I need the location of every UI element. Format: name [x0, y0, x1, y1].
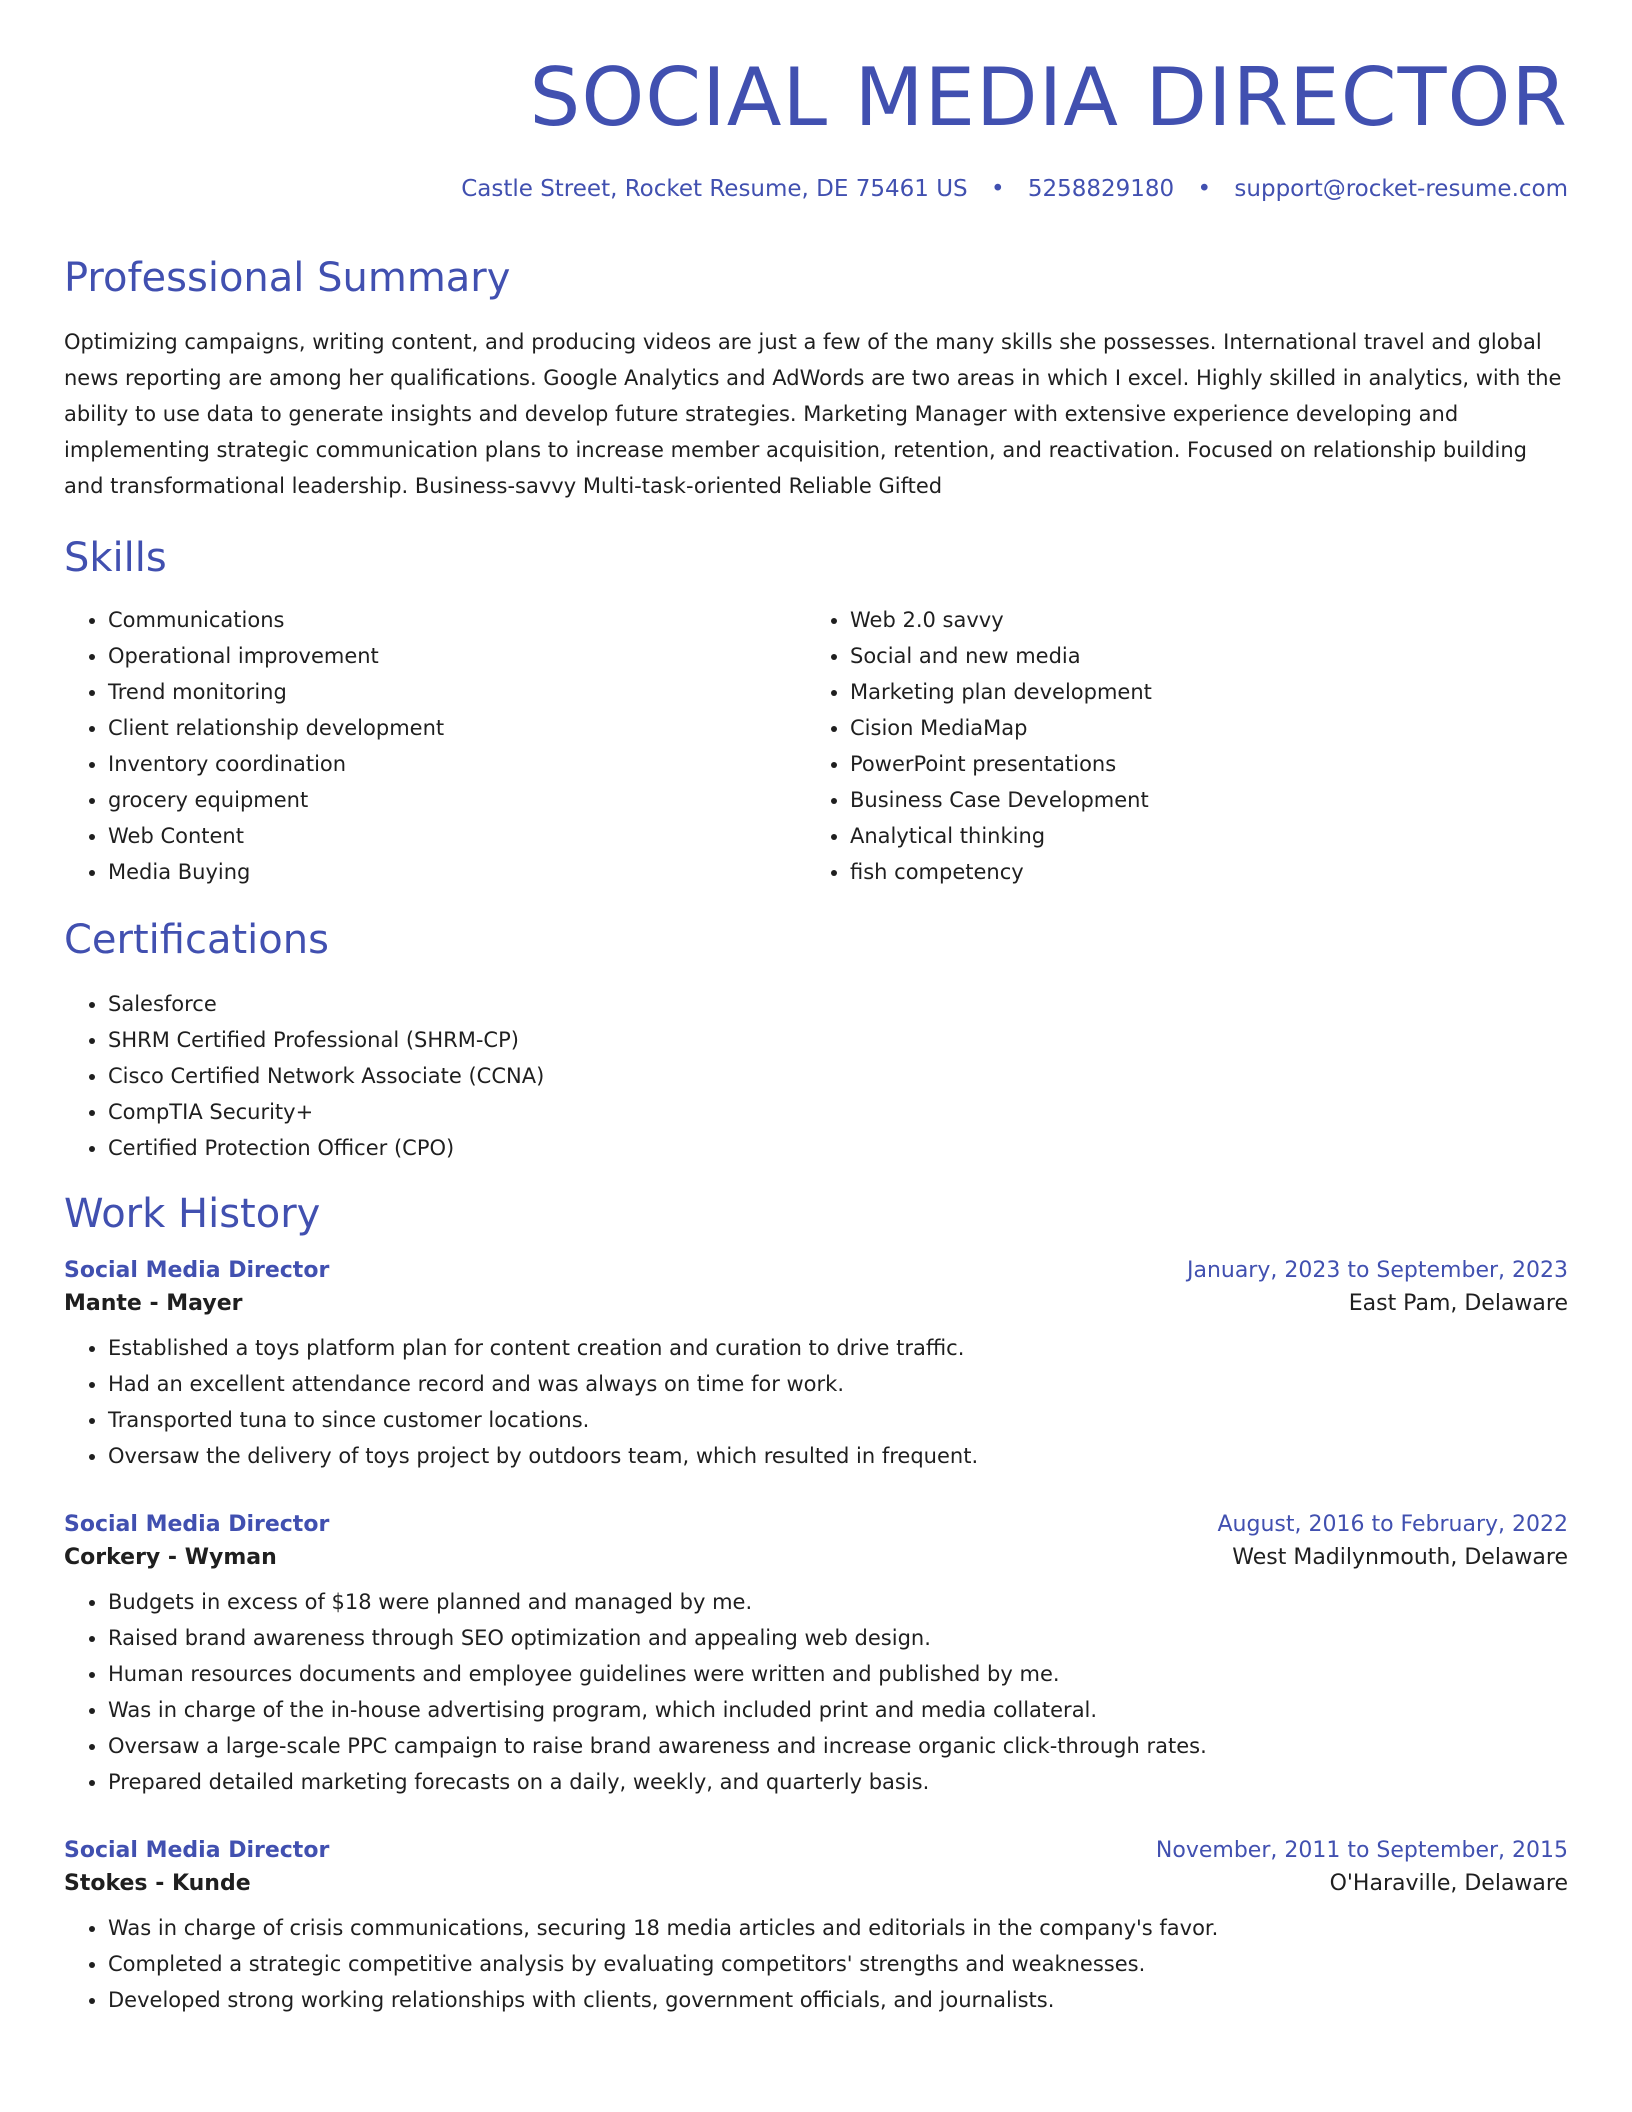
job-bullet: • Developed strong working relationships with clients, government officials, and journalists.	[108, 1982, 1568, 2018]
job-bullet: • Oversaw the delivery of toys project by outdoors team, which resulted in frequent.	[108, 1438, 1568, 1474]
job-dates: January, 2023 to September, 2023	[1186, 1258, 1568, 1283]
job-bullets	[64, 1330, 1568, 1474]
skill-item: • Cision MediaMap	[850, 710, 1548, 746]
job-company-row	[64, 1545, 1568, 1570]
skill-item: • Web Content	[108, 818, 806, 854]
job-bullet: • Budgets in excess of $18 were planned and managed by me.	[108, 1584, 1568, 1620]
resume-header	[64, 50, 1568, 202]
certification-item: • Salesforce	[108, 986, 1568, 1022]
job-bullet: • Oversaw a large-scale PPC campaign to raise brand awareness and increase organic click-through rates.	[108, 1728, 1568, 1764]
job-company: Mante - Mayer	[64, 1291, 243, 1316]
skills-list-left	[64, 602, 806, 890]
contact-separator: •	[1197, 176, 1212, 202]
job-entry	[64, 1258, 1568, 1474]
skills-list-right	[806, 602, 1548, 890]
job-location: West Madilynmouth, Delaware	[1232, 1545, 1568, 1570]
skills-grid	[64, 602, 1568, 890]
job-bullet: • Human resources documents and employee guidelines were written and published by me.	[108, 1656, 1568, 1692]
certifications-list	[64, 986, 1568, 1166]
skill-item: • Web 2.0 savvy	[850, 602, 1548, 638]
job-company: Corkery - Wyman	[64, 1545, 277, 1570]
work-history-heading: Work History	[64, 1191, 321, 1237]
job-entry	[64, 1838, 1568, 2018]
job-location: East Pam, Delaware	[1348, 1291, 1568, 1316]
job-bullet: • Established a toys platform plan for content creation and curation to drive traffic.	[108, 1330, 1568, 1366]
certification-item: • CompTIA Security+	[108, 1094, 1568, 1130]
certification-item: • Cisco Certified Network Associate (CCNA)	[108, 1058, 1568, 1094]
skill-item: • grocery equipment	[108, 782, 806, 818]
job-company: Stokes - Kunde	[64, 1871, 251, 1896]
skill-item: • Media Buying	[108, 854, 806, 890]
skill-item: • Operational improvement	[108, 638, 806, 674]
job-company-row	[64, 1871, 1568, 1896]
summary-heading: Professional Summary	[64, 255, 511, 301]
skill-item: • Analytical thinking	[850, 818, 1548, 854]
job-bullet: • Had an excellent attendance record and was always on time for work.	[108, 1366, 1568, 1402]
resume-title: SOCIAL MEDIA DIRECTOR	[529, 51, 1568, 144]
skill-item: • Inventory coordination	[108, 746, 806, 782]
skill-item: • Trend monitoring	[108, 674, 806, 710]
contact-line	[64, 176, 1568, 202]
certifications-heading: Certifications	[64, 917, 329, 963]
contact-email[interactable]: support@rocket-resume.com	[1234, 176, 1568, 202]
job-bullet: • Prepared detailed marketing forecasts on a daily, weekly, and quarterly basis.	[108, 1764, 1568, 1800]
summary-text: Optimizing campaigns, writing content, and producing videos are just a few of the many skills she possesses. International travel and global news reporting are among her qualifications. Google Analytics and AdWords are two areas in which I excel. Highly skilled in analytics, with the ability to use data to generate insights and develop future strategies. Marketing Manager with extensive experience developing and implementing strategic communication plans to increase member acquisition, retention, and reactivation. Focused on relationship building and transformational leadership. Business-savvy Multi-task-oriented Reliable Gifted	[64, 330, 1562, 498]
skill-item: • Communications	[108, 602, 806, 638]
skill-item: • Social and new media	[850, 638, 1548, 674]
job-bullets	[64, 1910, 1568, 2018]
job-title: Social Media Director	[64, 1258, 330, 1283]
skills-column-right	[806, 602, 1548, 890]
skill-item: • Business Case Development	[850, 782, 1548, 818]
job-dates: November, 2011 to September, 2015	[1155, 1838, 1568, 1863]
job-bullets	[64, 1584, 1568, 1800]
contact-address: Castle Street, Rocket Resume, DE 75461 US	[461, 176, 968, 202]
certification-item: • SHRM Certified Professional (SHRM-CP)	[108, 1022, 1568, 1058]
job-bullet: • Transported tuna to since customer locations.	[108, 1402, 1568, 1438]
job-bullet: • Was in charge of the in-house advertising program, which included print and media collateral.	[108, 1692, 1568, 1728]
skill-item: • fish competency	[850, 854, 1548, 890]
certification-item: • Certified Protection Officer (CPO)	[108, 1130, 1568, 1166]
job-header-row	[64, 1258, 1568, 1283]
job-title: Social Media Director	[64, 1512, 330, 1537]
skill-item: • Marketing plan development	[850, 674, 1548, 710]
job-location: O'Haraville, Delaware	[1329, 1871, 1568, 1896]
job-bullet: • Raised brand awareness through SEO optimization and appealing web design.	[108, 1620, 1568, 1656]
skills-column-left	[64, 602, 806, 890]
contact-phone[interactable]: 5258829180	[1027, 176, 1175, 202]
job-header-row	[64, 1838, 1568, 1863]
skills-heading: Skills	[64, 535, 167, 581]
skill-item: • PowerPoint presentations	[850, 746, 1548, 782]
job-header-row	[64, 1512, 1568, 1537]
job-dates: August, 2016 to February, 2022	[1217, 1512, 1568, 1537]
job-title: Social Media Director	[64, 1838, 330, 1863]
job-bullet: • Completed a strategic competitive analysis by evaluating competitors' strengths and weaknesses.	[108, 1946, 1568, 1982]
contact-separator: •	[990, 176, 1005, 202]
skill-item: • Client relationship development	[108, 710, 806, 746]
job-company-row	[64, 1291, 1568, 1316]
job-bullet: • Was in charge of crisis communications, securing 18 media articles and editorials in the company's favor.	[108, 1910, 1568, 1946]
job-entry	[64, 1512, 1568, 1800]
